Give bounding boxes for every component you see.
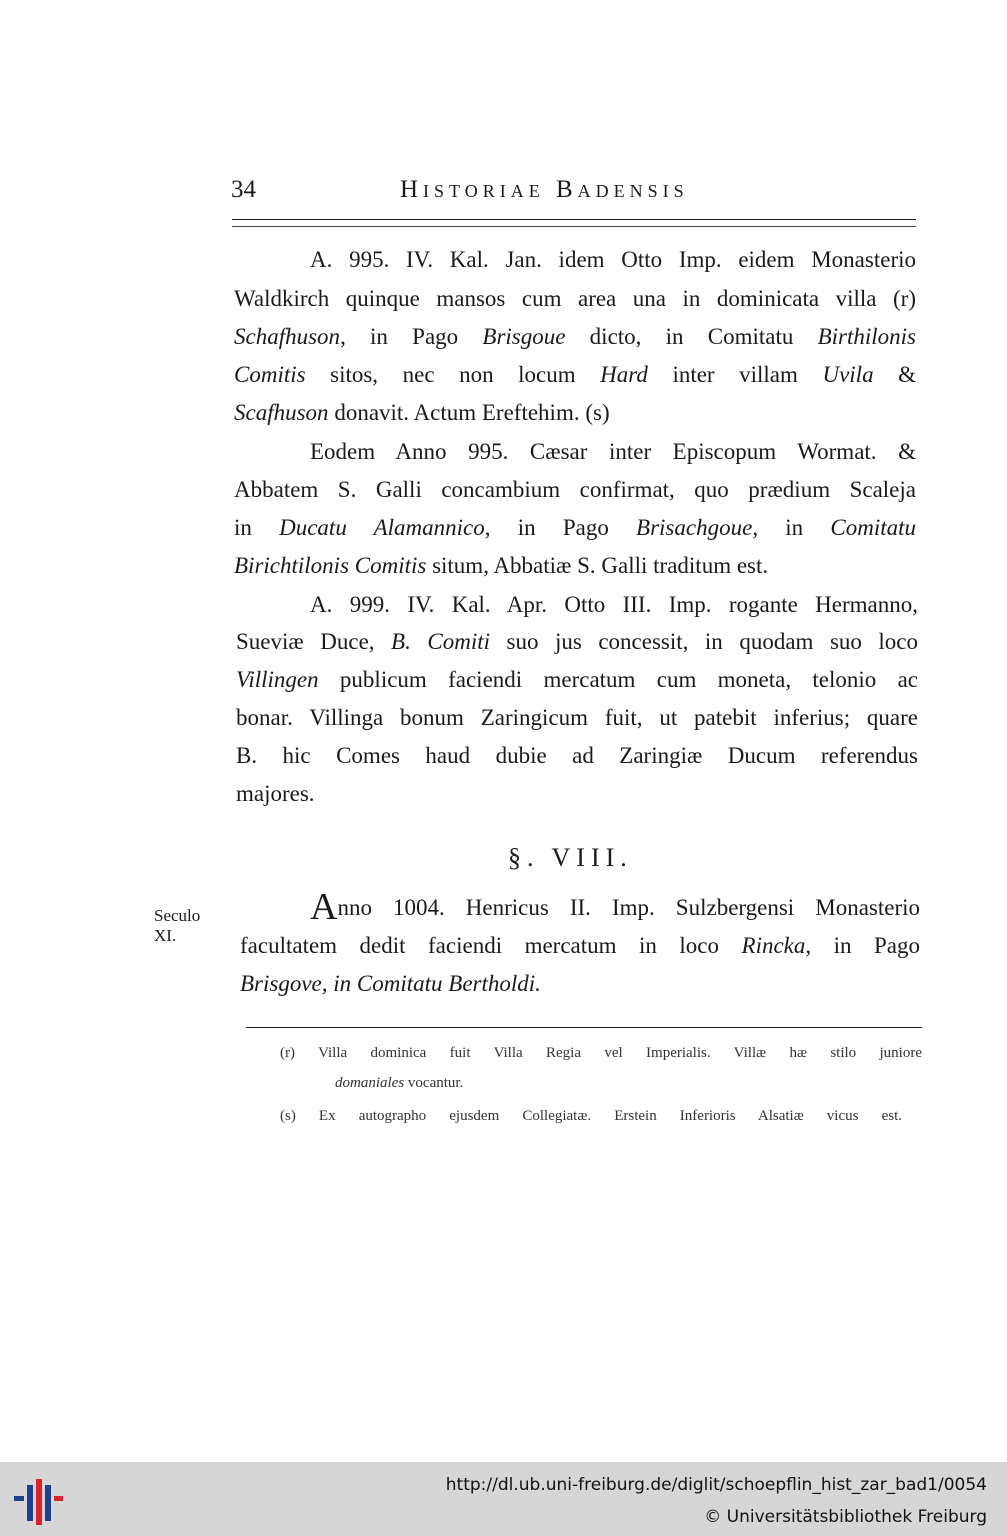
para1-line2: Waldkirch quinque mansos cum area una in dominicata villa (r) bbox=[234, 286, 916, 311]
para3-line6: majores. bbox=[236, 781, 315, 806]
running-head: Historiae Badensis bbox=[400, 176, 689, 203]
footnote-r-line2: domaniales vocantur. bbox=[335, 1075, 464, 1091]
para1-line3: Schafhuson, in Pago Brisgoue dicto, in Comitatu Birthilonis bbox=[234, 324, 916, 349]
viewer-footer bbox=[0, 1462, 1007, 1536]
para3-line3: Villingen publicum faciendi mercatum cum moneta, telonio ac bbox=[236, 667, 918, 692]
section-line1: Anno 1004. Henricus II. Imp. Sulzbergensi Monasterio bbox=[310, 886, 920, 928]
source-url[interactable]: http://dl.ub.uni-freiburg.de/diglit/schoepflin_hist_zar_bad1/0054 bbox=[445, 1475, 987, 1495]
footnote-r-line1: (r) Villa dominica fuit Villa Regia vel Imperialis. Villæ hæ stilo juniore bbox=[280, 1045, 922, 1061]
page-number: 34 bbox=[231, 176, 256, 203]
margin-note: Seculo XI. bbox=[154, 906, 201, 945]
para3-line2: Sueviæ Duce, B. Comiti suo jus concessit, in quodam suo loco bbox=[236, 629, 919, 654]
para1-line4: Comitis sitos, nec non locum Hard inter villam Uvila & bbox=[234, 362, 917, 387]
para2-line1: Eodem Anno 995. Cæsar inter Episcopum Wormat. & bbox=[310, 439, 916, 464]
para2-line3: in Ducatu Alamannico, in Pago Brisachgoue, in Comitatu bbox=[234, 515, 917, 540]
para3-line1: A. 999. IV. Kal. Apr. Otto III. Imp. rogante Hermanno, bbox=[310, 592, 918, 617]
para3-line5: B. hic Comes haud dubie ad Zaringiæ Ducum referendus bbox=[236, 743, 918, 768]
header-rule-thin bbox=[232, 226, 916, 227]
section-heading: §. VIII. bbox=[508, 843, 633, 872]
para1-line5: Scafhuson donavit. Actum Ereftehim. (s) bbox=[234, 400, 610, 425]
para2-line4: Birichtilonis Comitis situm, Abbatiæ S. Galli traditum est. bbox=[234, 553, 769, 578]
header-rule bbox=[232, 219, 916, 220]
ub-freiburg-logo-icon bbox=[12, 1475, 64, 1527]
copyright-notice: © Universitätsbibliothek Freiburg bbox=[704, 1507, 987, 1527]
footnote-s: (s) Ex autographo ejusdem Collegiatæ. Erstein Inferioris Alsatiæ vicus est. bbox=[280, 1108, 902, 1124]
footnote-rule bbox=[246, 1027, 922, 1028]
para1-line1: A. 995. IV. Kal. Jan. idem Otto Imp. eidem Monasterio bbox=[310, 247, 916, 272]
section-line3: Brisgove, in Comitatu Bertholdi. bbox=[240, 971, 541, 996]
para2-line2: Abbatem S. Galli concambium confirmat, quo prædium Scaleja bbox=[234, 477, 916, 502]
section-line2: facultatem dedit faciendi mercatum in loco Rincka, in Pago bbox=[240, 933, 920, 958]
para3-line4: bonar. Villinga bonum Zaringicum fuit, ut patebit inferius; quare bbox=[236, 705, 918, 730]
drop-initial: A bbox=[310, 886, 338, 928]
